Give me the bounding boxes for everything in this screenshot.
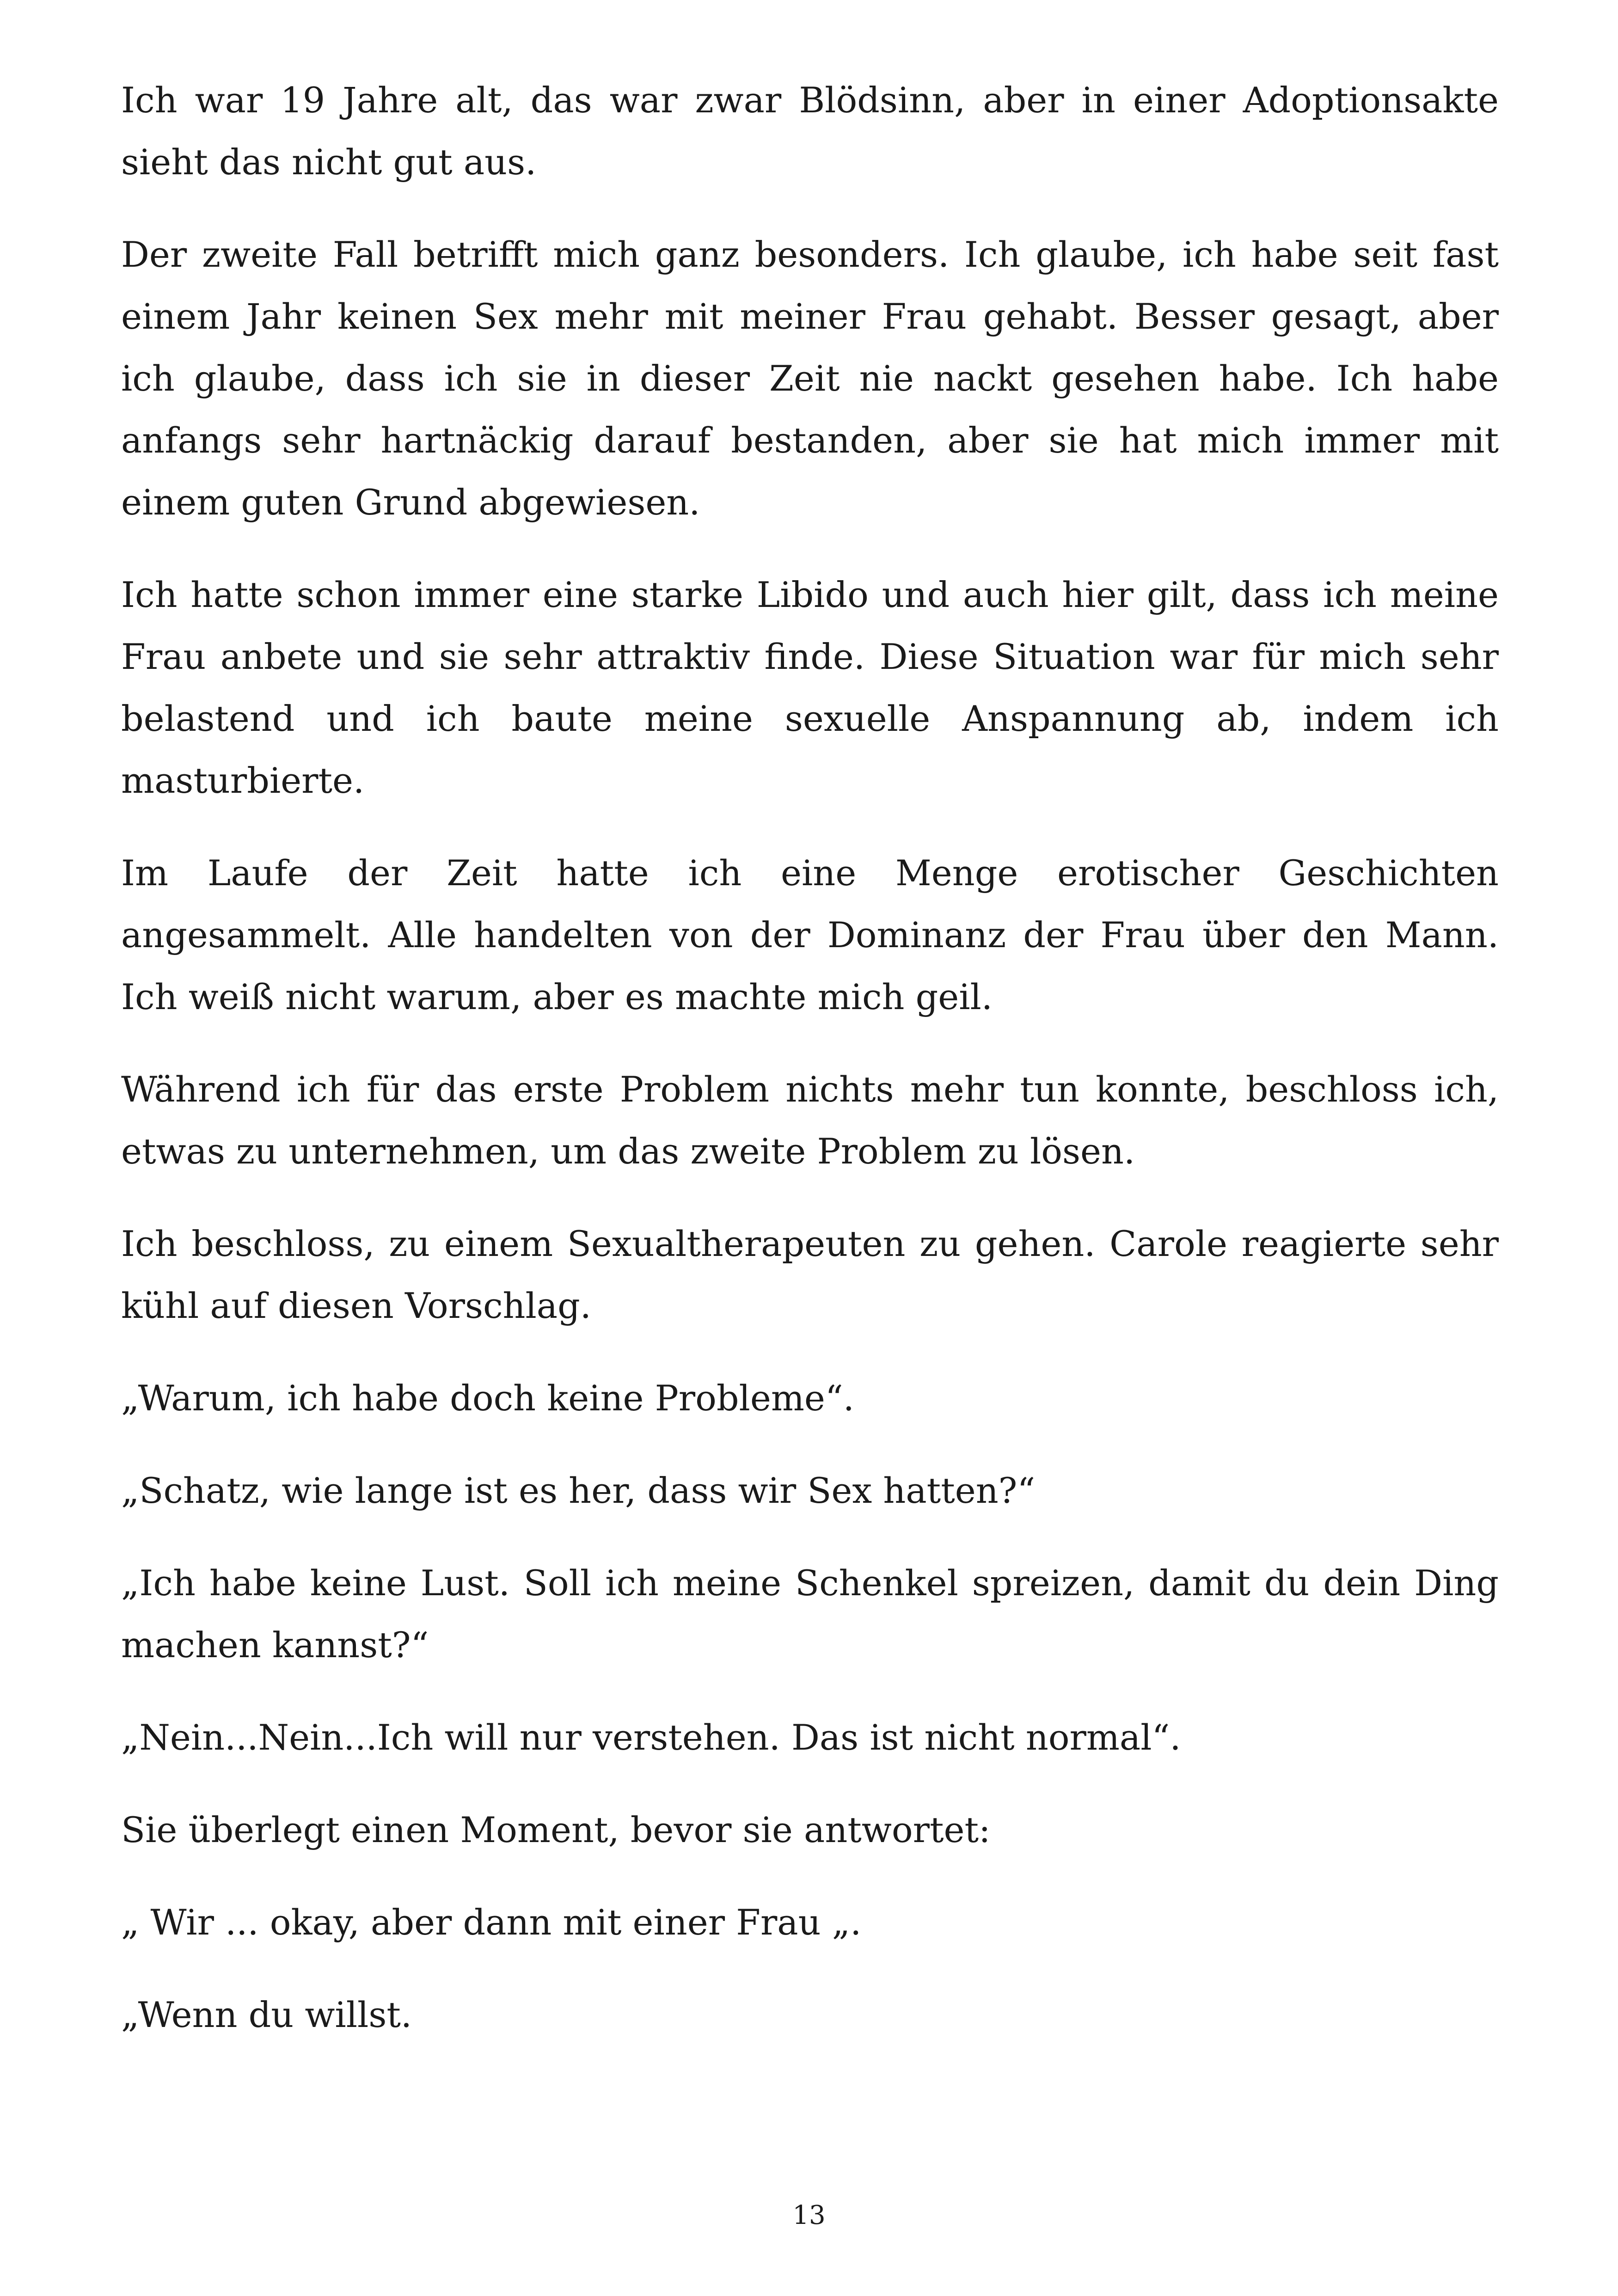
dialogue-line: „ Wir ... okay, aber dann mit einer Frau „. xyxy=(121,1902,862,1943)
dialogue-line: „Wenn du willst. xyxy=(121,1994,412,2035)
dialogue-line: „Warum, ich habe doch keine Probleme“. xyxy=(121,1378,854,1419)
paragraph: Der zweite Fall betrifft mich ganz besonders. Ich glaube, ich habe seit fast einem Jahr keinen Sex mehr mit meiner Frau gehabt. Besser gesagt, aber ich glaube, dass ich sie in dieser Zeit nie nackt gesehen habe. Ich habe anfangs sehr hartnäckig darauf bestanden, aber sie hat mich immer mit einem guten Grund abgewiesen. xyxy=(121,234,1499,523)
paragraph: Sie überlegt einen Moment, bevor sie antwortet: xyxy=(121,1809,991,1850)
paragraph: Ich beschloss, zu einem Sexualtherapeuten zu gehen. Carole reagierte sehr kühl auf diesen Vorschlag. xyxy=(121,1223,1499,1326)
paragraph: Ich war 19 Jahre alt, das war zwar Blödsinn, aber in einer Adoptionsakte sieht das nicht gut aus. xyxy=(121,80,1499,183)
dialogue-line: „Schatz, wie lange ist es her, dass wir Sex hatten?“ xyxy=(121,1470,1036,1511)
page-number: 13 xyxy=(792,2200,826,2230)
paragraph: Im Laufe der Zeit hatte ich eine Menge erotischer Geschichten angesammelt. Alle handelten von der Dominanz der Frau über den Mann. Ich weiß nicht warum, aber es machte mich geil. xyxy=(121,852,1499,1017)
dialogue-line: „Nein...Nein...Ich will nur verstehen. Das ist nicht normal“. xyxy=(121,1717,1181,1758)
paragraph: Während ich für das erste Problem nichts mehr tun konnte, beschloss ich, etwas zu unternehmen, um das zweite Problem zu lösen. xyxy=(121,1069,1499,1172)
dialogue-line: „Ich habe keine Lust. Soll ich meine Schenkel spreizen, damit du dein Ding machen kannst?“ xyxy=(121,1562,1499,1665)
paragraph: Ich hatte schon immer eine starke Libido und auch hier gilt, dass ich meine Frau anbete und sie sehr attraktiv finde. Diese Situation war für mich sehr belastend und ich baute meine sexuelle Anspannung ab, indem ich masturbierte. xyxy=(121,574,1499,801)
body-text xyxy=(121,69,1499,2046)
